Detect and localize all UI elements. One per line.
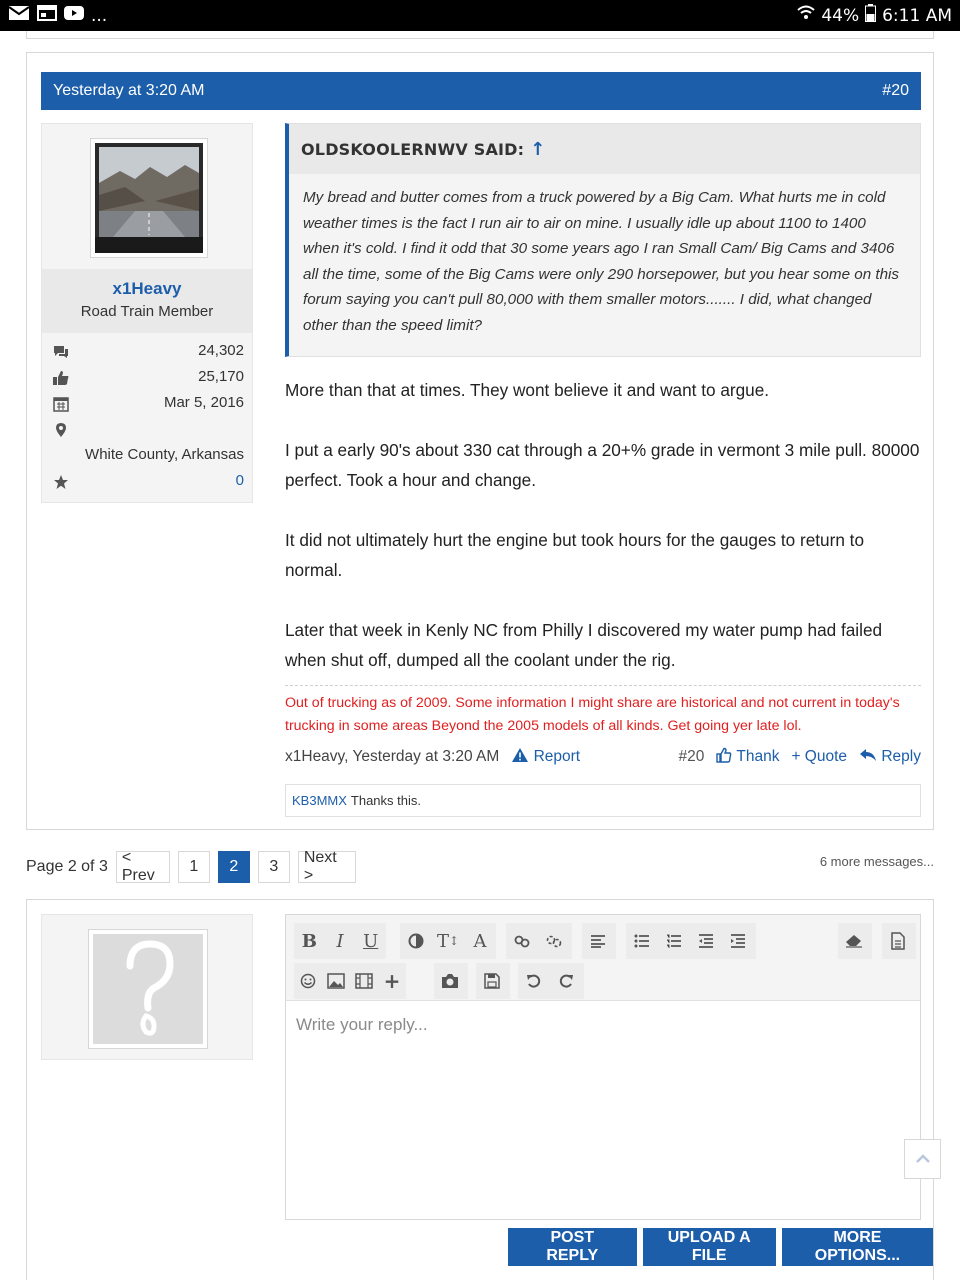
quote-author: OLDSKOOLERNWV SAID:	[301, 139, 525, 159]
save-draft-icon[interactable]	[476, 963, 508, 999]
avatar-photo	[95, 143, 203, 253]
toolbar-group-align	[582, 923, 616, 959]
align-icon[interactable]	[582, 923, 614, 959]
previous-post-edge	[26, 31, 934, 39]
liker-link[interactable]: KB3MMX	[292, 793, 347, 808]
post-date[interactable]: Yesterday at 3:20 AM	[53, 82, 205, 99]
italic-icon[interactable]: I	[336, 930, 344, 952]
avatar	[88, 929, 208, 1049]
jump-to-quote-icon[interactable]: ↑	[530, 138, 546, 160]
editor-toolbar	[286, 915, 920, 1001]
user-location[interactable]: White County, Arkansas	[85, 446, 244, 463]
likes-text: Thanks this.	[350, 793, 421, 808]
scroll-to-top-button[interactable]	[904, 1139, 941, 1179]
post-byline[interactable]: x1Heavy, Yesterday at 3:20 AM	[285, 747, 500, 765]
toolbar-group-link	[506, 923, 572, 959]
post-paragraph: Later that week in Kenly NC from Philly I discovered my water pump had failed when shut off, dumped all the coolant under the rig.	[285, 620, 883, 670]
undo-icon[interactable]	[518, 963, 550, 999]
toolbar-group-clear	[838, 923, 872, 959]
post-paragraph: More than that at times. They wont believe it and want to argue.	[285, 380, 770, 400]
mail-icon	[8, 5, 30, 26]
star-icon	[52, 473, 70, 491]
thank-button[interactable]	[716, 747, 779, 766]
joined-date: Mar 5, 2016	[163, 394, 244, 411]
chevron-up-icon	[915, 1154, 931, 1164]
smilie-icon[interactable]	[294, 963, 322, 999]
font-family-icon[interactable]: A	[473, 930, 487, 952]
outdent-icon[interactable]	[690, 923, 722, 959]
underline-icon[interactable]: U	[363, 930, 379, 952]
thank-label: Thank	[736, 748, 780, 765]
stat-joined	[42, 394, 252, 420]
messages-count: 24,302	[198, 342, 244, 359]
status-bar	[0, 0, 960, 31]
reply-label: Reply	[881, 747, 921, 765]
reply-editor	[285, 914, 921, 1220]
calendar-icon	[52, 395, 70, 413]
report-button[interactable]	[511, 747, 580, 766]
page-label: Page 2 of 3	[26, 858, 108, 875]
quote-button[interactable]: + Quote	[791, 747, 848, 765]
clock: 6:11 AM	[882, 5, 952, 26]
toolbar-group-attach	[434, 963, 468, 999]
signature: Out of trucking as of 2009. Some information I might share are historical and not current in today's trucking in some areas Beyond the 2005 models of all kinds. Get going yer late lol.	[285, 685, 921, 738]
post-number[interactable]: #20	[882, 82, 909, 99]
reply-actions	[508, 1228, 933, 1266]
stat-likes	[42, 368, 252, 394]
upload-file-button[interactable]: UPLOAD A FILE	[643, 1228, 776, 1266]
unlink-icon[interactable]	[538, 923, 570, 959]
stat-location	[42, 420, 252, 472]
toolbar-group-font	[400, 923, 496, 959]
page-button-3[interactable]: 3	[258, 851, 290, 883]
battery-icon	[865, 4, 876, 27]
post-header	[41, 72, 921, 110]
quote-block	[285, 123, 921, 357]
toolbar-group-history	[518, 963, 584, 999]
bold-icon[interactable]: B	[301, 930, 317, 952]
reply-arrow-icon	[859, 748, 877, 762]
default-avatar-icon	[93, 934, 203, 1044]
toolbar-group-source	[882, 923, 916, 959]
battery-percent: 44%	[821, 5, 860, 26]
bbcode-icon[interactable]	[882, 923, 914, 959]
more-options-button[interactable]: MORE OPTIONS...	[782, 1228, 933, 1266]
prev-page-button[interactable]: < Prev	[116, 851, 170, 883]
stat-points	[42, 472, 252, 498]
post-reply-button[interactable]: POST REPLY	[508, 1228, 637, 1266]
remove-format-icon[interactable]	[838, 923, 870, 959]
more-notifications: ...	[91, 5, 108, 26]
post-permalink[interactable]: #20	[678, 747, 705, 765]
username-link[interactable]: x1Heavy	[112, 279, 182, 298]
redo-icon[interactable]	[550, 963, 582, 999]
user-title: Road Train Member	[80, 303, 214, 320]
youtube-icon	[64, 5, 84, 26]
numbered-list-icon[interactable]	[658, 923, 690, 959]
more-messages-link[interactable]: 6 more messages...	[819, 854, 934, 869]
post-paragraph: It did not ultimately hurt the engine but took hours for the gauges to return to normal.	[285, 530, 865, 580]
color-icon[interactable]	[400, 923, 432, 959]
likes-count: 25,170	[198, 368, 244, 385]
quote-header	[289, 124, 920, 174]
stat-messages	[42, 342, 252, 368]
post-body	[285, 375, 925, 675]
pagination	[26, 851, 364, 883]
camera-icon[interactable]	[434, 963, 466, 999]
user-name-area	[42, 269, 252, 333]
media-icon[interactable]	[350, 963, 378, 999]
next-page-button[interactable]: Next >	[298, 851, 356, 883]
post-paragraph: I put a early 90's about 330 cat through a 20+% grade in vermont 3 mile pull. 80000 perfect. Took a hour and change.	[285, 440, 920, 490]
post-meta-bar	[285, 747, 921, 766]
toolbar-group-text	[294, 923, 386, 959]
indent-icon[interactable]	[722, 923, 754, 959]
report-label: Report	[533, 748, 581, 765]
insert-icon[interactable]: +	[383, 969, 401, 993]
font-size-icon[interactable]: T ↕	[436, 930, 460, 952]
reply-button[interactable]	[859, 748, 921, 766]
quote-text: My bread and butter comes from a truck powered by a Big Cam. What hurts me in cold weather times is the fact I run air to air on mine. I usually idle up about 1100 to 1400 when it's cold. I find it odd that 30 some years ago I ran Small Cam/ Big Cams and 3406 all the time, some of the Big Cams were only 290 horsepower, but you hear some on this forum saying you can't pull 80,000 with them smaller motors....... I did, what changed other than the speed limit?	[303, 189, 899, 334]
messages-icon	[52, 343, 70, 361]
wifi-icon	[797, 5, 815, 26]
user-info-panel	[41, 123, 253, 503]
reply-textarea[interactable]: Write your reply...	[296, 1015, 428, 1034]
page-button-2[interactable]: 2	[218, 851, 250, 883]
thumbs-up-icon	[52, 369, 70, 387]
page-button-1[interactable]: 1	[178, 851, 210, 883]
user-stats	[42, 342, 252, 498]
quick-reply	[26, 899, 934, 1280]
toolbar-group-draft	[476, 963, 510, 999]
thumbs-up-icon	[716, 747, 732, 763]
image-icon[interactable]	[322, 963, 350, 999]
link-icon[interactable]	[506, 923, 538, 959]
calendar-icon	[37, 5, 57, 26]
bullet-list-icon[interactable]	[626, 923, 658, 959]
location-pin-icon	[52, 421, 70, 439]
reply-user-panel	[41, 914, 253, 1060]
post-card	[26, 52, 934, 830]
avatar[interactable]	[90, 138, 208, 258]
warning-icon	[511, 747, 529, 763]
toolbar-group-lists	[626, 923, 756, 959]
likes-summary	[285, 784, 921, 817]
points-link[interactable]: 0	[235, 472, 244, 489]
toolbar-group-media	[294, 963, 406, 999]
